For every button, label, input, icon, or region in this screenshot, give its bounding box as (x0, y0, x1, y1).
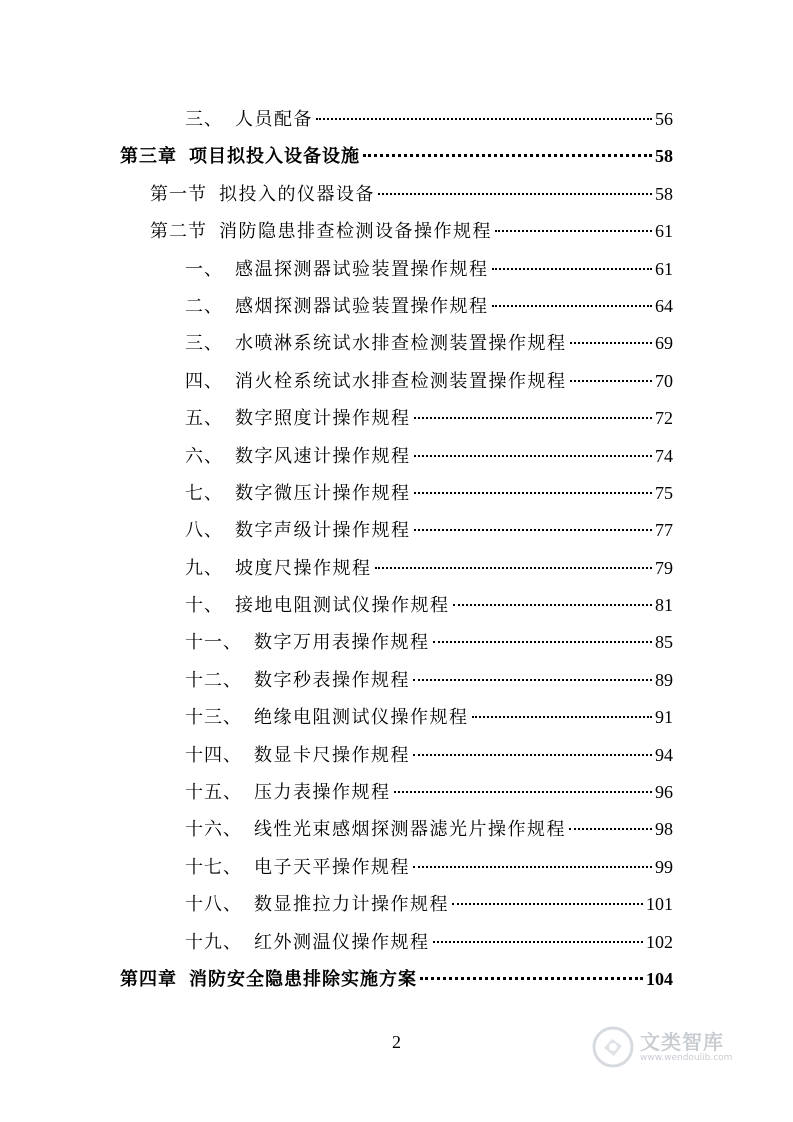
toc-entry-title: 消火栓系统试水排查检测装置操作规程 (235, 370, 567, 392)
toc-entry-page: 81 (655, 595, 673, 616)
toc-entry-number: 二、 (185, 295, 223, 317)
toc-entry-number: 十四、 (185, 744, 242, 766)
toc-entry-number: 三、 (185, 333, 223, 355)
toc-dot-leader (414, 417, 653, 419)
toc-entry-title: 拟投入的仪器设备 (219, 183, 375, 205)
toc-dot-leader (413, 679, 652, 681)
toc-entry-title: 数字声级计操作规程 (235, 520, 411, 542)
toc-entry-title: 数显推拉力计操作规程 (254, 894, 449, 916)
toc-dot-leader (420, 977, 643, 980)
toc-entry-number: 十一、 (185, 632, 242, 654)
toc-entry[interactable] (0, 960, 793, 997)
toc-entry-page: 98 (655, 819, 673, 840)
toc-entry-number: 第一节 (150, 183, 207, 205)
watermark-url: www.wendoulib.com (640, 1052, 733, 1063)
toc-entry-page: 61 (655, 258, 673, 279)
toc-entry[interactable] (0, 736, 793, 773)
toc-entry[interactable] (0, 362, 793, 399)
toc-entry-number: 第四章 (120, 968, 177, 990)
toc-dot-leader (492, 268, 653, 270)
toc-entry-page: 96 (655, 782, 673, 803)
watermark-logo-icon (592, 1026, 634, 1068)
toc-dot-leader (495, 230, 652, 232)
toc-entry[interactable] (0, 885, 793, 922)
toc-entry-number: 十五、 (185, 782, 242, 804)
toc-entry[interactable] (0, 250, 793, 287)
toc-entry-number: 十三、 (185, 707, 242, 729)
toc-dot-leader (453, 604, 653, 606)
toc-entry-title: 数字万用表操作规程 (254, 632, 430, 654)
toc-entry-title: 数字照度计操作规程 (235, 408, 411, 430)
toc-entry-number: 八、 (185, 520, 223, 542)
toc-entry[interactable] (0, 848, 793, 885)
table-of-contents (0, 100, 793, 997)
toc-entry[interactable] (0, 175, 793, 212)
toc-entry-page: 99 (655, 856, 673, 877)
toc-entry[interactable] (0, 698, 793, 735)
toc-entry-page: 77 (655, 520, 673, 541)
toc-entry-page: 69 (655, 333, 673, 354)
toc-dot-leader (569, 828, 652, 830)
toc-entry[interactable] (0, 212, 793, 249)
toc-entry-number: 第二节 (150, 221, 207, 243)
toc-entry-number: 五、 (185, 408, 223, 430)
toc-entry-title: 接地电阻测试仪操作规程 (235, 595, 450, 617)
toc-dot-leader (433, 641, 653, 643)
toc-entry[interactable] (0, 100, 793, 137)
toc-entry-page: 74 (655, 445, 673, 466)
toc-entry-page: 102 (646, 931, 673, 952)
toc-entry-number: 第三章 (120, 146, 177, 168)
toc-entry[interactable] (0, 287, 793, 324)
toc-dot-leader (414, 455, 653, 457)
toc-entry[interactable] (0, 623, 793, 660)
toc-entry[interactable] (0, 437, 793, 474)
toc-dot-leader (414, 529, 653, 531)
toc-entry-title: 感温探测器试验装置操作规程 (235, 258, 489, 280)
toc-entry-number: 十七、 (185, 856, 242, 878)
toc-entry-number: 十九、 (185, 931, 242, 953)
toc-entry[interactable] (0, 773, 793, 810)
toc-entry-page: 89 (655, 669, 673, 690)
toc-entry-page: 61 (655, 221, 673, 242)
toc-entry[interactable] (0, 511, 793, 548)
toc-entry[interactable] (0, 923, 793, 960)
watermark-name: 文类智库 (640, 1029, 724, 1054)
toc-entry[interactable] (0, 586, 793, 623)
toc-entry-title: 人员配备 (235, 109, 313, 130)
toc-entry-page: 58 (655, 183, 673, 204)
toc-dot-leader (375, 567, 653, 569)
toc-dot-leader (378, 193, 652, 195)
toc-dot-leader (570, 380, 653, 382)
toc-entry-title: 数字秒表操作规程 (254, 669, 410, 691)
toc-dot-leader (570, 342, 653, 344)
toc-entry-number: 十六、 (185, 819, 242, 841)
toc-entry-page: 72 (655, 408, 673, 429)
toc-entry-number: 九、 (185, 557, 223, 579)
toc-entry-number: 十二、 (185, 669, 242, 691)
toc-dot-leader (413, 754, 652, 756)
toc-entry-page: 91 (655, 707, 673, 728)
toc-entry-title: 坡度尺操作规程 (235, 557, 372, 579)
toc-entry-page: 79 (655, 557, 673, 578)
toc-entry-title: 线性光束感烟探测器滤光片操作规程 (254, 819, 566, 841)
toc-entry-number: 十、 (185, 595, 223, 617)
toc-entry-title: 电子天平操作规程 (254, 856, 410, 878)
toc-dot-leader (394, 791, 653, 793)
toc-entry[interactable] (0, 137, 793, 174)
toc-entry-number: 十八、 (185, 894, 242, 916)
toc-entry-page: 75 (655, 482, 673, 503)
toc-entry[interactable] (0, 474, 793, 511)
toc-entry-page: 58 (655, 146, 673, 167)
toc-entry-page: 94 (655, 744, 673, 765)
toc-entry-page: 70 (655, 370, 673, 391)
toc-entry-title: 水喷淋系统试水排查检测装置操作规程 (235, 333, 567, 355)
toc-entry-number: 三、 (185, 109, 223, 130)
toc-dot-leader (433, 941, 644, 943)
toc-entry-page: 85 (655, 632, 673, 653)
toc-dot-leader (413, 866, 652, 868)
toc-entry-title: 数字微压计操作规程 (235, 482, 411, 504)
watermark (592, 1022, 762, 1072)
toc-entry-title: 绝缘电阻测试仪操作规程 (254, 707, 469, 729)
toc-entry-page: 56 (655, 109, 673, 129)
page-number: 2 (392, 1032, 401, 1052)
toc-entry-page: 104 (646, 968, 673, 989)
toc-dot-leader (414, 492, 653, 494)
toc-entry-title: 红外测温仪操作规程 (254, 931, 430, 953)
toc-dot-leader (472, 716, 653, 718)
toc-entry-title: 项目拟投入设备设施 (189, 146, 360, 168)
toc-dot-leader (492, 305, 653, 307)
toc-entry[interactable] (0, 810, 793, 847)
toc-entry-title: 消防隐患排查检测设备操作规程 (219, 221, 492, 243)
toc-entry-title: 压力表操作规程 (254, 782, 391, 804)
toc-entry[interactable] (0, 399, 793, 436)
toc-dot-leader (452, 903, 643, 905)
toc-entry-number: 四、 (185, 370, 223, 392)
toc-dot-leader (316, 118, 652, 120)
toc-entry-number: 七、 (185, 482, 223, 504)
toc-entry[interactable] (0, 324, 793, 361)
toc-dot-leader (363, 154, 652, 157)
toc-entry[interactable] (0, 549, 793, 586)
toc-entry[interactable] (0, 661, 793, 698)
toc-entry-title: 感烟探测器试验装置操作规程 (235, 295, 489, 317)
toc-entry-title: 数显卡尺操作规程 (254, 744, 410, 766)
toc-entry-number: 六、 (185, 445, 223, 467)
toc-entry-title: 消防安全隐患排除实施方案 (189, 968, 417, 990)
toc-entry-page: 101 (646, 894, 673, 915)
toc-entry-number: 一、 (185, 258, 223, 280)
toc-entry-title: 数字风速计操作规程 (235, 445, 411, 467)
toc-entry-page: 64 (655, 295, 673, 316)
